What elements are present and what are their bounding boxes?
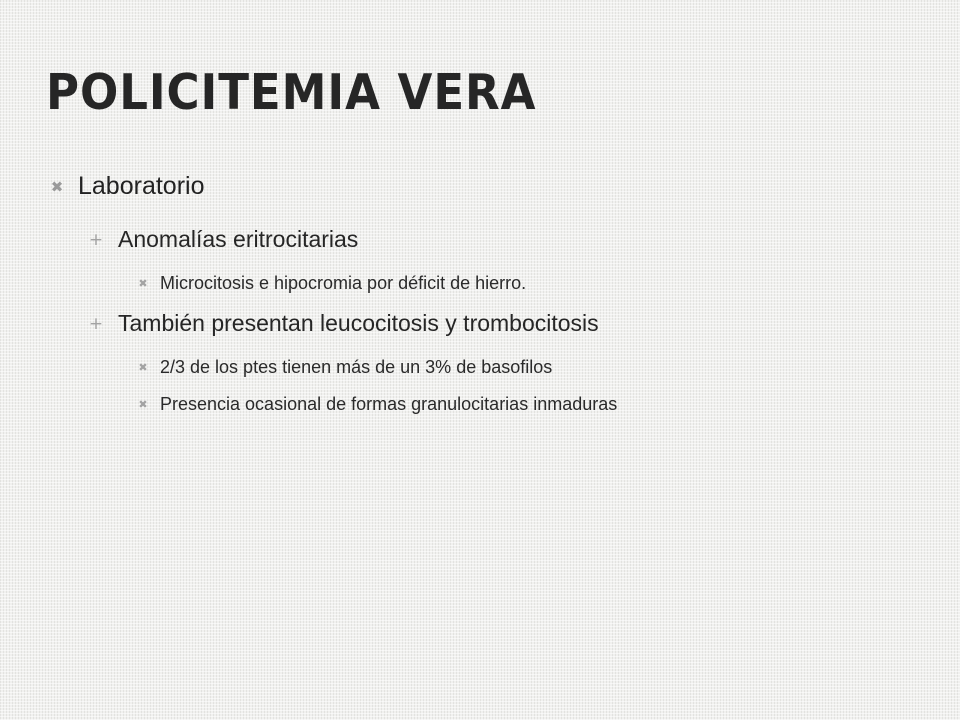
plus-icon: +	[88, 229, 104, 250]
slide-title: POLICITEMIA VERA	[46, 64, 537, 121]
x-mark-icon: ✖	[138, 277, 148, 290]
x-mark-icon: ✖	[50, 177, 64, 196]
bullet-formas-granulocitarias	[136, 394, 617, 415]
bullet-text: Anomalías eritrocitarias	[118, 226, 359, 252]
bullet-text: Presencia ocasional de formas granulocitarias inmaduras	[160, 394, 618, 414]
bullet-text: Laboratorio	[78, 172, 205, 200]
plus-icon: +	[88, 313, 104, 334]
x-mark-icon: ✖	[138, 398, 148, 411]
bullet-text: También presentan leucocitosis y trombocitosis	[118, 310, 599, 336]
bullet-microcitosis	[136, 273, 526, 294]
bullet-anomalias-eritrocitarias	[86, 226, 358, 253]
bullet-text: Microcitosis e hipocromia por déficit de hierro.	[160, 273, 527, 293]
bullet-text: 2/3 de los ptes tienen más de un 3% de basofilos	[160, 357, 553, 377]
bullet-leucocitosis-trombocitosis	[86, 310, 599, 337]
bullet-basofilos	[136, 357, 552, 378]
x-mark-icon: ✖	[138, 361, 148, 374]
bullet-laboratorio	[46, 172, 204, 201]
